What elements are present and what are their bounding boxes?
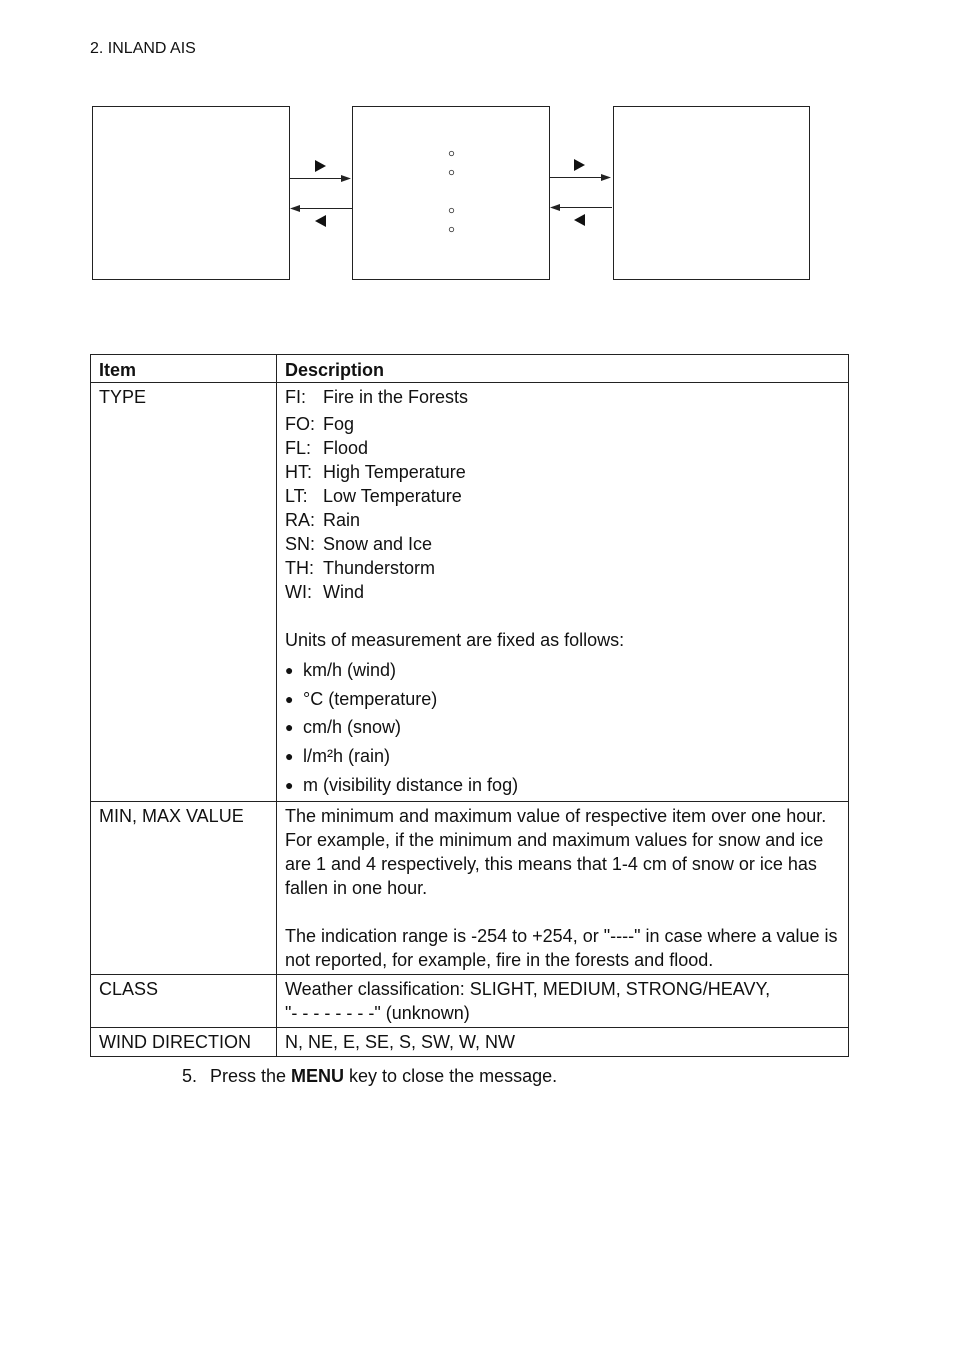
list-item: ● °C (temperature) <box>285 688 438 709</box>
header-item: Item <box>91 355 277 383</box>
step-text-after: key to close the message. <box>344 1066 558 1086</box>
table-row-minmax <box>91 801 849 974</box>
cell-wind-item: WIND DIRECTION <box>91 1027 277 1056</box>
bullet-icon: ● <box>285 719 294 736</box>
table-row-type <box>91 383 849 802</box>
cell-wind-description: N, NE, E, SE, S, SW, W, NW <box>277 1027 849 1056</box>
cell-class-description <box>277 974 849 1027</box>
bullet-icon: ● <box>285 776 294 793</box>
type-code-row: SN: Snow and Ice <box>285 534 433 554</box>
procedure-step <box>182 1066 557 1087</box>
type-code-row: FI: Fire in the Forests <box>285 387 469 407</box>
cell-class-item: CLASS <box>91 974 277 1027</box>
bullet-icon: ● <box>285 662 294 679</box>
type-code-row: RA: Rain <box>285 510 361 530</box>
arrow-center-to-right <box>550 159 611 181</box>
cell-type-description <box>277 383 849 802</box>
list-item: ● m (visibility distance in fog) <box>285 774 519 795</box>
type-code-row: TH: Thunderstorm <box>285 558 436 578</box>
diagram-box-left <box>93 107 290 280</box>
class-line-1: Weather classification: SLIGHT, MEDIUM, STRONG/HEAVY, <box>285 978 771 999</box>
arrow-left-to-center <box>290 160 351 182</box>
type-code-row: LT: Low Temperature <box>285 486 462 506</box>
header-description: Description <box>277 355 849 383</box>
menu-key-label: MENU <box>291 1066 345 1086</box>
type-code-row: WI: Wind <box>285 582 365 602</box>
arrow-right-to-center <box>550 204 612 226</box>
list-item: ● cm/h (snow) <box>285 717 402 738</box>
minmax-para-2: The indication range is -254 to +254, or "----" in case where a value is not reported, for example, fire in the forests and flood. <box>285 925 838 970</box>
type-code-row: FL: Flood <box>285 438 369 458</box>
units-intro: Units of measurement are fixed as follows: <box>285 630 625 650</box>
minmax-para-1: The minimum and maximum value of respective item over one hour. For example, if the minimum and maximum values for snow and ice are 1 and 4 respectively, this means that 1-4 cm of snow or ice has fallen in one hour. <box>285 805 827 898</box>
step-text-before: Press the <box>210 1066 292 1086</box>
table-header-row <box>91 355 849 383</box>
bullet-icon: ● <box>285 690 294 707</box>
type-code-row: FO: Fog <box>285 414 355 434</box>
table-row-wind <box>91 1027 849 1056</box>
weather-info-table <box>90 354 849 1057</box>
diagram-box-center <box>353 107 550 280</box>
list-item: ● km/h (wind) <box>285 660 397 681</box>
cell-minmax-item: MIN, MAX VALUE <box>91 801 277 974</box>
class-line-2: "- - - - - - - -" (unknown) <box>285 1002 470 1023</box>
flow-diagram <box>0 0 954 300</box>
units-list <box>285 656 840 799</box>
diagram-dots <box>449 151 453 231</box>
running-header: 2. INLAND AIS <box>90 40 196 57</box>
arrow-center-to-left <box>290 205 352 227</box>
bullet-icon: ● <box>285 748 294 765</box>
step-number: 5. <box>182 1066 198 1086</box>
table-row-class <box>91 974 849 1027</box>
type-code-row: HT: High Temperature <box>285 462 466 482</box>
diagram-box-right <box>614 107 810 280</box>
list-item: ● l/m²h (rain) <box>285 746 391 767</box>
cell-type-item: TYPE <box>91 383 277 802</box>
cell-minmax-description <box>277 801 849 974</box>
